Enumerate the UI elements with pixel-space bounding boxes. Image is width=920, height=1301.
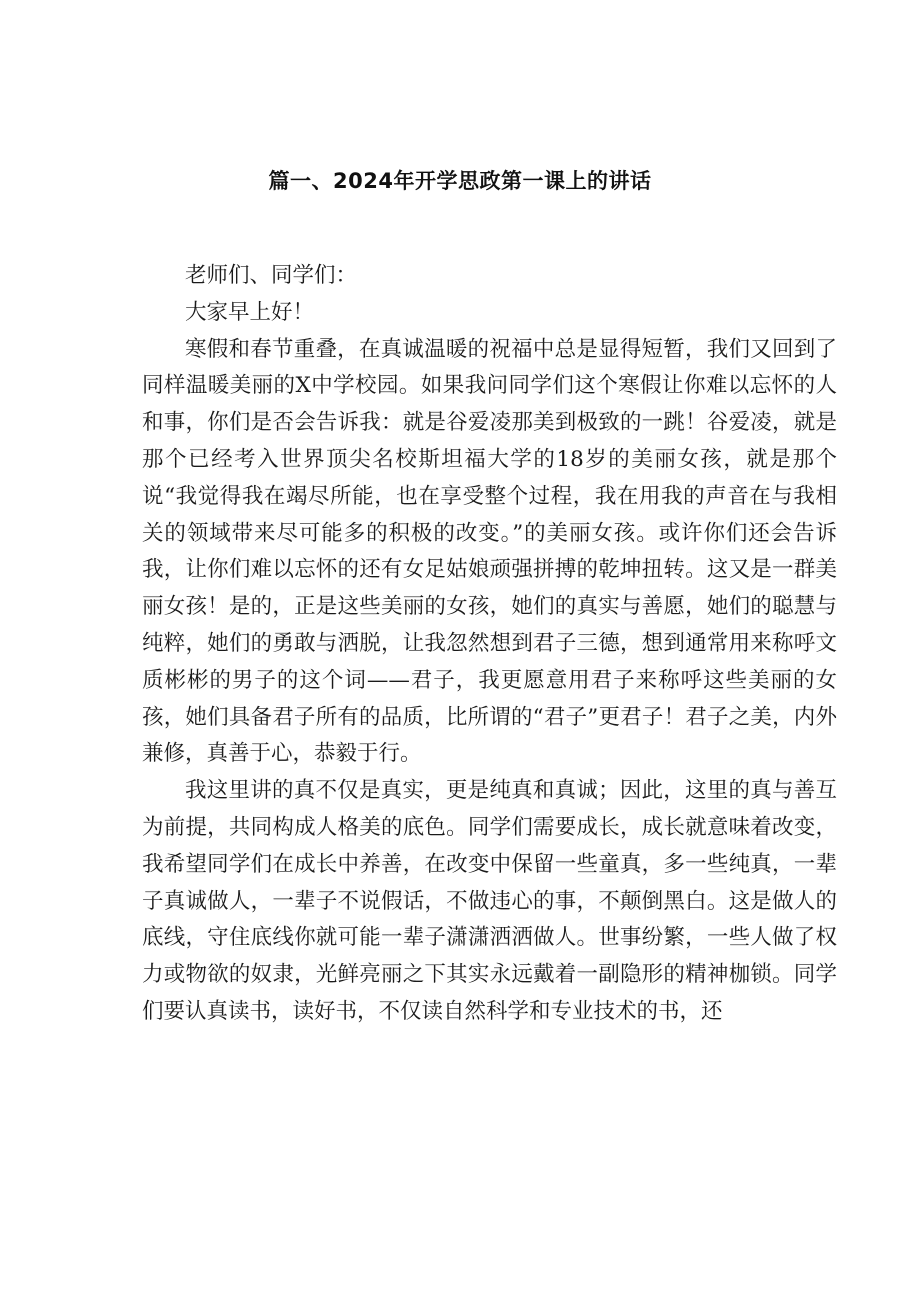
salutation: 老师们、同学们：: [185, 263, 358, 288]
body-paragraph-1: 寒假和春节重叠，在真诚温暖的祝福中总是显得短暂，我们又回到了同样温暖美丽的X中学校园。如果我问同学们这个寒假让你难以忘怀的人和事，你们是否会告诉我：就是谷爱凌那美到极致的一跳！谷爱凌，就是那个已经考入世界顶尖名校斯坦福大学的18岁的美丽女孩，就是那个说“我觉得我在竭尽所能，也在享受整个过程，我在用我的声音在与我相关的领域带来尽可能多的积极的改变。”的美丽女孩。或许你们还会告诉我，让你们难以忘怀的还有女足姑娘顽强拼搏的乾坤扭转。这又是一群美丽女孩！是的，正是这些美丽的女孩，她们的真实与善愿，她们的聪慧与纯粹，她们的勇敢与洒脱，让我忽然想到君子三德，想到通常用来称呼文质彬彬的男子的这个词——君子，我更愿意用君子来称呼这些美丽的女孩，她们具备君子所有的品质，比所谓的“君子”更君子！君子之美，内外兼修，真善于心，恭毅于行。: [142, 336, 837, 767]
greeting: 大家早上好！: [185, 299, 315, 325]
document-title: 篇一、2024年开学思政第一课上的讲话: [268, 169, 652, 193]
document-body: [142, 258, 837, 1031]
body-paragraph-2: 我这里讲的真不仅是真实，更是纯真和真诚；因此，这里的真与善互为前提，共同构成人格美的底色。同学们需要成长，成长就意味着改变，我希望同学们在成长中养善，在改变中保留一些童真，多一些纯真，一辈子真诚做人，一辈子不说假话，不做违心的事，不颠倒黑白。这是做人的底线，守住底线你就可能一辈子潇潇洒洒做人。世事纷繁，一些人做了权力或物欲的奴隶，光鲜亮丽之下其实永远戴着一副隐形的精神枷锁。同学们要认真读书，读好书，不仅读自然科学和专业技术的书，还: [142, 778, 837, 1024]
